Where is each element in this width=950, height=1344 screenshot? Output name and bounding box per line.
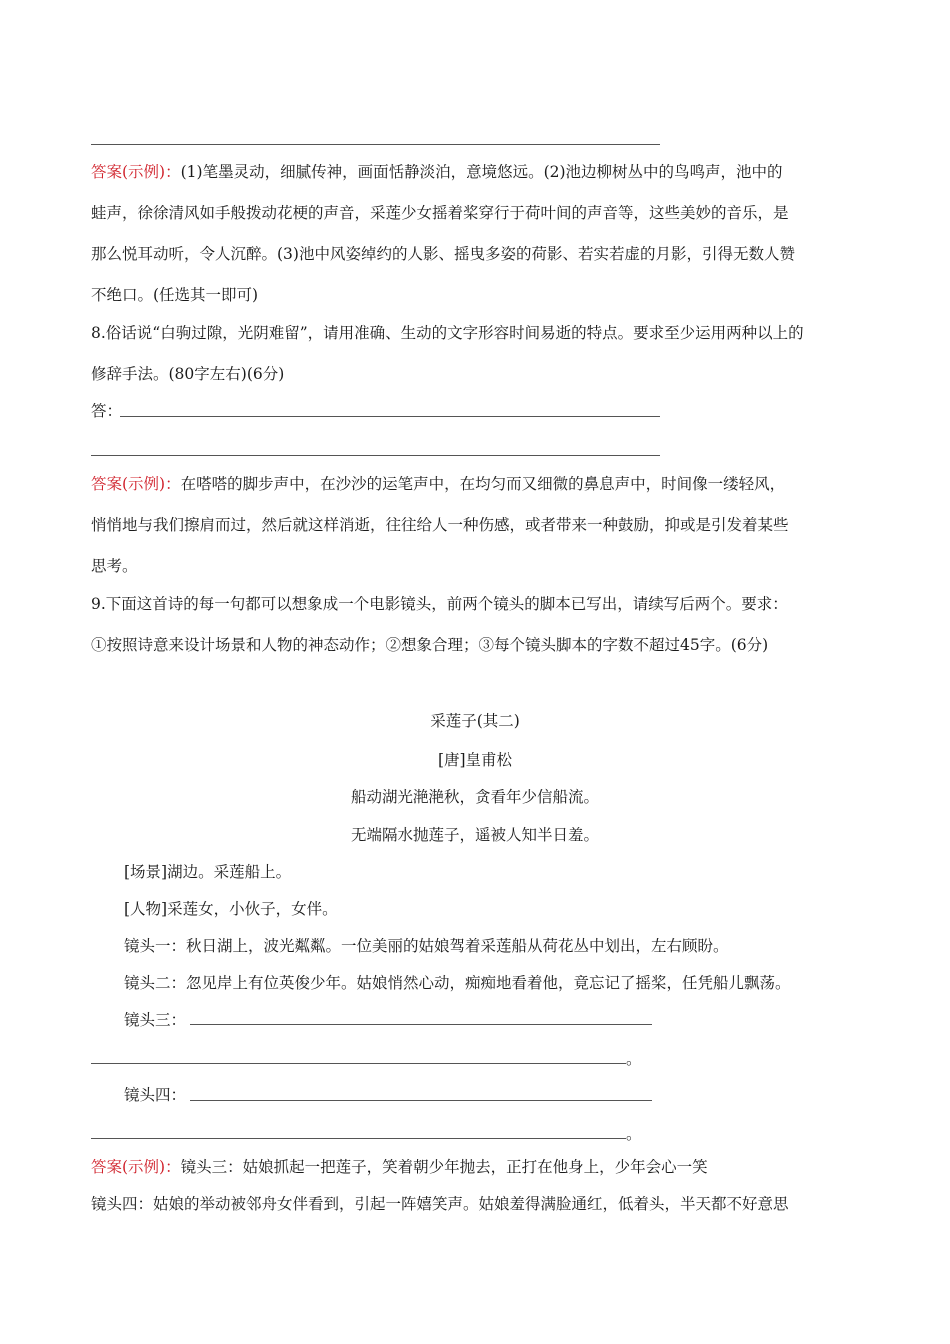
answer7-line2: 蛙声，徐徐清风如手般拨动花梗的声音，采莲少女摇着桨穿行于荷叶间的声音等，这些美妙的音乐，是 — [91, 204, 789, 222]
question8-answer-prefix: 答： — [91, 402, 123, 420]
answer7-text: (1)笔墨灵动，细腻传神，画面恬静淡泊，意境悠远。(2)池边柳树丛中的鸟鸣声，池中的 — [180, 163, 783, 181]
script-shot-2: 镜头二：忽见岸上有位英俊少年。姑娘悄然心动，痴痴地看着他，竟忘记了摇桨，任凭船儿飘荡。 — [124, 974, 791, 992]
answer8-text: 在嗒嗒的脚步声中，在沙沙的运笔声中，在均匀而又细微的鼻息声中，时间像一缕轻风， — [180, 475, 786, 493]
answer8-line3: 思考。 — [91, 557, 138, 575]
poem-verse-1: 船动湖光滟滟秋，贪看年少信船流。 — [350, 788, 599, 806]
answer9-line1 — [91, 1157, 708, 1177]
question9-line2: ①按照诗意来设计场景和人物的神态动作；②想象合理；③每个镜头脚本的字数不超过45字。(6分) — [91, 636, 769, 654]
answer-label: 答案(示例)： — [91, 163, 181, 181]
answer-label: 答案(示例)： — [91, 475, 181, 493]
script-shot-4-prefix: 镜头四： — [124, 1086, 187, 1104]
shot3-blank-line — [190, 1024, 652, 1025]
answer8-line2: 悄悄地与我们擦肩而过，然后就这样消逝，往往给人一种伤感，或者带来一种鼓励，抑或是引发着某些 — [91, 516, 789, 534]
answer-blank-line — [120, 416, 660, 417]
poem-title: 采莲子(其二) — [430, 712, 520, 730]
answer9-line2: 镜头四：姑娘的举动被邻舟女伴看到，引起一阵嬉笑声。姑娘羞得满脸通红，低着头，半天都不好意思 — [91, 1195, 789, 1213]
shot3-period: 。 — [626, 1050, 642, 1068]
question8-line2: 修辞手法。(80字左右)(6分) — [91, 365, 285, 383]
script-characters: [人物]采莲女，小伙子，女伴。 — [124, 900, 338, 918]
answer-label: 答案(示例)： — [91, 1158, 181, 1176]
answer7-line1 — [91, 162, 783, 182]
answer-blank-line — [91, 455, 660, 456]
answer7-line3: 那么悦耳动听，令人沉醉。(3)池中风姿绰约的人影、摇曳多姿的荷影、若实若虚的月影，引得无数人赞 — [91, 245, 795, 263]
shot4-period: 。 — [626, 1125, 642, 1143]
script-shot-3-prefix: 镜头三： — [124, 1011, 187, 1029]
answer8-line1 — [91, 474, 785, 494]
poem-author: [唐]皇甫松 — [437, 751, 513, 769]
shot4-blank-line-2 — [91, 1138, 626, 1139]
answer7-line4: 不绝口。(任选其一即可) — [91, 286, 259, 304]
answer-blank-line — [91, 144, 660, 145]
question9-line1: 9.下面这首诗的每一句都可以想象成一个电影镜头，前两个镜头的脚本已写出，请续写后两个。要求： — [91, 595, 788, 613]
shot4-blank-line — [190, 1100, 652, 1101]
poem-verse-2: 无端隔水抛莲子，遥被人知半日羞。 — [350, 826, 599, 844]
question8-line1: 8.俗话说“白驹过隙，光阴难留”，请用准确、生动的文字形容时间易逝的特点。要求至少运用两种以上的 — [91, 324, 804, 342]
script-scene: [场景]湖边。采莲船上。 — [124, 863, 292, 881]
shot3-blank-line-2 — [91, 1063, 626, 1064]
answer9-text: 镜头三：姑娘抓起一把莲子，笑着朝少年抛去，正打在他身上，少年会心一笑 — [180, 1158, 708, 1176]
script-shot-1: 镜头一：秋日湖上，波光粼粼。一位美丽的姑娘驾着采莲船从荷花丛中划出，左右顾盼。 — [124, 937, 729, 955]
